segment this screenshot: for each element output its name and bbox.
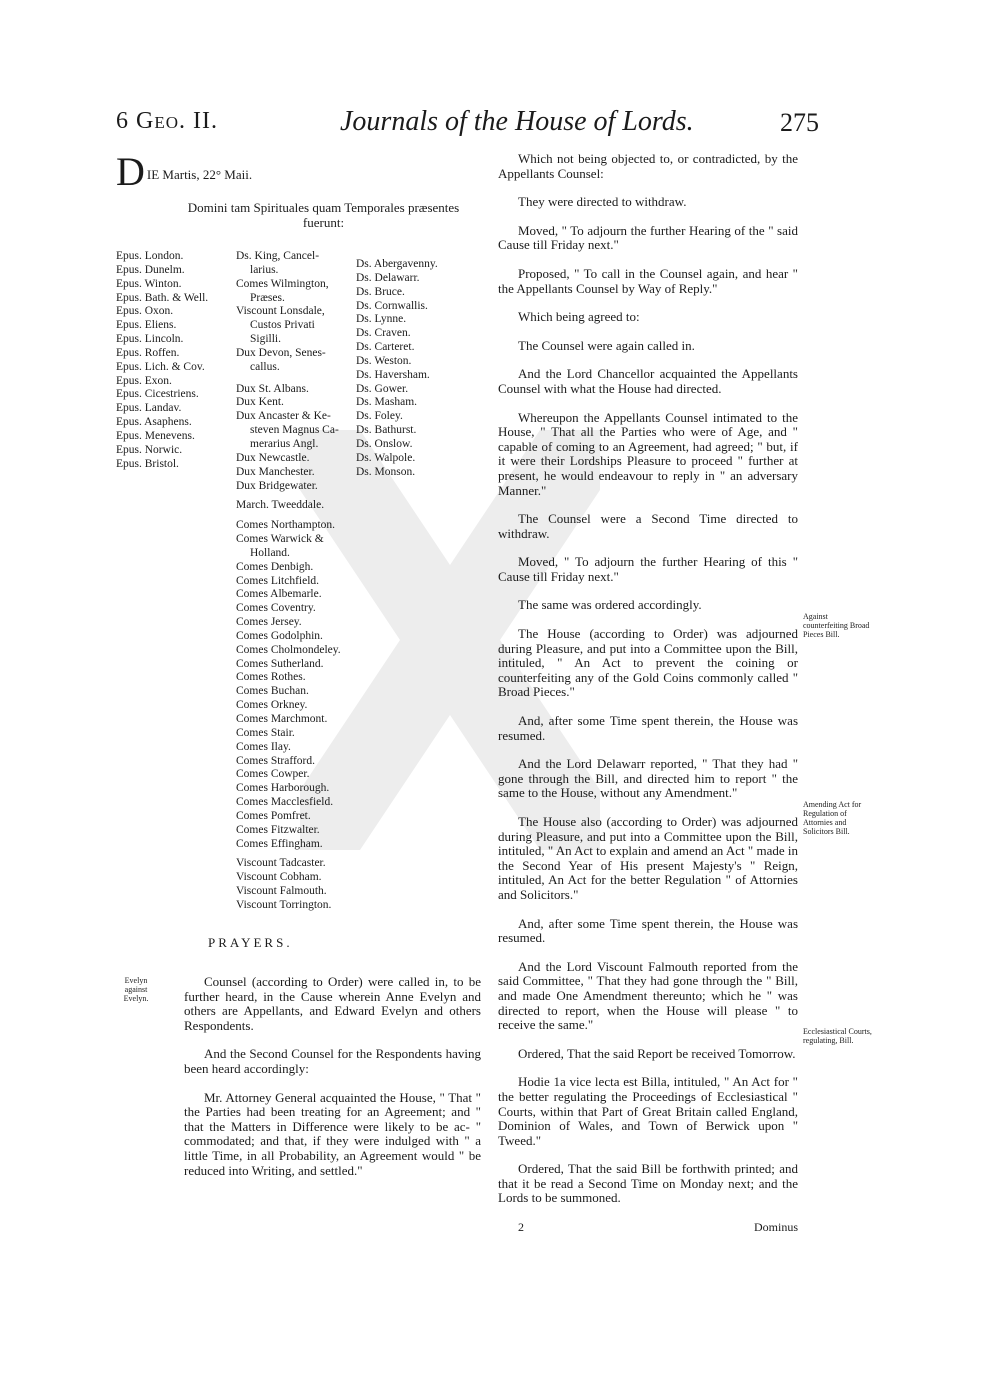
list-item: Epus. Eliens. bbox=[116, 319, 177, 332]
paragraph: Ordered, That the said Bill be forthwith printed; and that it be read a Second Time on Monday next; and the Lords to be summoned. bbox=[498, 1161, 798, 1206]
paragraph: And the Lord Viscount Falmouth reported from the said Committee, " That they had gone through the " Bill, and made One Amendment thereunto; which he " was directed to report, when the House will please " to receive the same." bbox=[498, 958, 798, 1033]
paragraph: Whereupon the Appellants Counsel intimated to the House, " That all the Parties who were of Age, and " capable of coming to an Agreement, had agreed; " but, if it were their Lordships Pleasure to proceed " further at present, he would endeavour to reply in " an adversary Manner." bbox=[498, 409, 798, 498]
attendance-heading: Domini tam Spirituales quam Temporales præsentes fuerunt: bbox=[187, 200, 460, 230]
list-item: Epus. Norwic. bbox=[116, 443, 183, 456]
temporal-lords-list bbox=[236, 250, 341, 913]
list-item: Epus. Lincoln. bbox=[116, 333, 184, 346]
list-item: Comes Godolphin. bbox=[236, 629, 323, 642]
list-item: Dux Devon, Senes- bbox=[236, 346, 326, 359]
list-item: Epus. Cicestriens. bbox=[116, 388, 199, 401]
list-item: Epus. Landav. bbox=[116, 402, 182, 415]
list-item: Comes Strafford. bbox=[236, 754, 316, 767]
list-item: Custos Privati bbox=[250, 319, 315, 332]
list-item: Comes Macclesfield. bbox=[236, 796, 334, 809]
list-item: Dux Ancaster & Ke- bbox=[236, 410, 331, 423]
paragraph: Mr. Attorney General acquainted the House, " That " the Parties had been treating for an Agreement; and " that the Matters in Difference were likely to be ac- " commodated; and that, if they were indulged with " a little Time, in all Probability, an Agreement would " be reduced into Writing, and settled." bbox=[184, 1089, 481, 1178]
list-item: Comes Jersey. bbox=[236, 616, 302, 629]
list-item: Comes Pomfret. bbox=[236, 809, 311, 822]
list-item: Comes Cholmondeley. bbox=[236, 643, 341, 656]
list-item: Ds. Weston. bbox=[356, 354, 412, 367]
list-item: Ds. Cornwallis. bbox=[356, 299, 428, 312]
list-item: Comes Litchfield. bbox=[236, 574, 320, 587]
list-item: Ds. Gower. bbox=[356, 382, 409, 395]
list-item: Ds. Foley. bbox=[356, 410, 403, 423]
paragraph: And the Second Counsel for the Respondents having been heard accordingly: bbox=[184, 1046, 481, 1076]
list-item: Comes Cowper. bbox=[236, 768, 310, 781]
list-item: Ds. Haversham. bbox=[356, 368, 430, 381]
list-item: Comes Buchan. bbox=[236, 685, 309, 698]
paragraph: The House also (according to Order) was adjourned during Pleasure, and put into a Committee upon the Bill, intituled, " An Act to explain and amend an Act " made in the Second Year of His present Majesty's " Reign, intituled, An Act for the better Regulation " of Attornies and Solicitors." bbox=[498, 814, 798, 902]
paragraph: The Counsel were again called in. bbox=[518, 337, 695, 353]
paragraph: And the Lord Chancellor acquainted the Appellants Counsel with what the House had directed. bbox=[498, 366, 798, 396]
paragraph: Moved, " To adjourn the further Hearing of the " said Cause till Friday next." bbox=[498, 222, 798, 253]
list-item: Comes Stair. bbox=[236, 726, 295, 739]
list-item: Epus. Asaphens. bbox=[116, 416, 192, 429]
list-item: Viscount Cobham. bbox=[236, 871, 322, 884]
margin-note-attornies: Amending Act for Regulation of Attornies and Solicitors Bill. bbox=[803, 800, 862, 836]
drop-cap: D bbox=[116, 149, 145, 194]
list-item: Ds. Masham. bbox=[356, 396, 418, 409]
list-item: Dux Kent. bbox=[236, 396, 284, 409]
list-item: Epus. Oxon. bbox=[116, 305, 174, 318]
list-item: Ds. Monson. bbox=[356, 465, 416, 478]
paragraph: Hodie 1a vice lecta est Billa, intituled, " An Act for " the better regulating the Proceedings of Ecclesiastical " Courts, within that Part of Great Britain called England, Dominion of Wales, and Town of Berwick upon " Tweed." bbox=[498, 1074, 798, 1148]
list-item: Comes Albemarle. bbox=[236, 588, 322, 601]
list-item: Comes Northampton. bbox=[236, 519, 336, 532]
list-item: Ds. Delawarr. bbox=[356, 271, 420, 284]
list-item: Ds. Craven. bbox=[356, 327, 411, 340]
list-item: Ds. Bruce. bbox=[356, 285, 405, 298]
left-body bbox=[184, 975, 481, 1192]
barons-list bbox=[356, 258, 438, 480]
list-item: Comes Sutherland. bbox=[236, 657, 324, 670]
list-item: Dux Bridgewater. bbox=[236, 479, 318, 492]
list-item: Epus. Winton. bbox=[116, 277, 182, 290]
list-item: callus. bbox=[250, 360, 280, 373]
margin-note-ecclesiastical: Ecclesiastical Courts, regulating, Bill. bbox=[803, 1027, 872, 1045]
list-item: Viscount Torrington. bbox=[236, 898, 332, 911]
list-item: Dux Manchester. bbox=[236, 465, 315, 478]
list-item: Comes Orkney. bbox=[236, 699, 308, 712]
paragraph: And the Lord Delawarr reported, " That they had " gone through the Bill, and directed him to report " the same to the House, without any Amendment." bbox=[498, 756, 798, 801]
list-item: Ds. Lynne. bbox=[356, 313, 407, 326]
date-text: IE Martis, 22° Maii. bbox=[146, 167, 253, 182]
bishops-list bbox=[116, 250, 208, 472]
list-item: Epus. Bristol. bbox=[116, 457, 179, 470]
list-item: Comes Warwick & bbox=[236, 533, 324, 546]
paragraph: And, after some Time spent therein, the House was resumed. bbox=[498, 915, 798, 946]
page-number: 275 bbox=[780, 108, 819, 137]
margin-note-evelyn: Evelyn against Evelyn. bbox=[123, 976, 149, 1003]
left-column bbox=[116, 149, 481, 230]
list-item: Ds. Abergavenny. bbox=[356, 258, 438, 270]
list-item: Epus. Lich. & Cov. bbox=[116, 360, 205, 373]
list-item: Comes Fitzwalter. bbox=[236, 823, 320, 836]
list-item: Epus. Bath. & Well. bbox=[116, 291, 209, 304]
list-item: merarius Angl. bbox=[250, 437, 319, 450]
list-item: Comes Harborough. bbox=[236, 782, 330, 795]
list-item: Ds. Bathurst. bbox=[356, 424, 417, 437]
list-item: Epus. Exon. bbox=[116, 374, 172, 387]
list-item: Epus. London. bbox=[116, 250, 184, 262]
list-item: Comes Coventry. bbox=[236, 602, 316, 615]
margin-note-coin: Against counterfeiting Broad Pieces Bill. bbox=[803, 612, 870, 639]
list-item: March. Tweeddale. bbox=[236, 499, 325, 512]
catchword: Dominus bbox=[753, 1220, 798, 1235]
running-title: Journals of the House of Lords. bbox=[340, 106, 694, 137]
list-item: Sigilli. bbox=[250, 333, 281, 346]
list-item: Comes Ilay. bbox=[236, 740, 291, 753]
list-item: Ds. Walpole. bbox=[356, 451, 416, 464]
page-header bbox=[0, 108, 992, 148]
list-item: Epus. Roffen. bbox=[116, 346, 180, 359]
list-item: Ds. Onslow. bbox=[356, 437, 413, 450]
paragraph: They were directed to withdraw. bbox=[518, 194, 687, 210]
paragraph: Moved, " To adjourn the further Hearing of this " Cause till Friday next." bbox=[498, 554, 798, 584]
list-item: Comes Effingham. bbox=[236, 837, 323, 850]
list-item: Dux St. Albans. bbox=[236, 382, 309, 395]
paragraph: And, after some Time spent therein, the House was resumed. bbox=[498, 713, 798, 743]
regnal-year: 6 Geo. II. bbox=[116, 108, 218, 134]
list-item: Ds. Carteret. bbox=[356, 341, 415, 354]
list-item: larius. bbox=[250, 263, 279, 276]
right-column bbox=[498, 152, 798, 1236]
list-item: Dux Newcastle. bbox=[236, 451, 310, 464]
list-item: Epus. Menevens. bbox=[116, 429, 195, 442]
paragraph: The House (according to Order) was adjourned during Pleasure, and put into a Committee upon the Bill, intituled, " An Act to prevent the coining or counterfeiting any of the Gold Coins commonly called " Broad Pieces." bbox=[498, 626, 798, 700]
paragraph: Which being agreed to: bbox=[518, 309, 640, 325]
list-item: Comes Denbigh. bbox=[236, 560, 314, 573]
list-item: Viscount Falmouth. bbox=[236, 885, 327, 898]
list-item: Comes Marchmont. bbox=[236, 713, 328, 725]
list-item: steven Magnus Ca- bbox=[250, 424, 339, 437]
paragraph: The same was ordered accordingly. bbox=[518, 597, 702, 613]
list-item: Præses. bbox=[250, 291, 285, 304]
signature-mark: 2 bbox=[518, 1220, 524, 1235]
paragraph: Proposed, " To call in the Counsel again, and hear " the Appellants Counsel by Way of Reply." bbox=[498, 265, 798, 296]
list-item: Comes Rothes. bbox=[236, 671, 306, 684]
page-footer bbox=[498, 1220, 798, 1236]
date-line bbox=[116, 149, 481, 194]
paragraph: Which not being objected to, or contradicted, by the Appellants Counsel: bbox=[498, 151, 798, 181]
paragraph: Ordered, That the said Report be received Tomorrow. bbox=[518, 1045, 796, 1061]
list-item: Epus. Dunelm. bbox=[116, 263, 185, 276]
list-item: Holland. bbox=[250, 546, 290, 559]
list-item: Viscount Tadcaster. bbox=[236, 857, 326, 870]
list-item: Comes Wilmington, bbox=[236, 277, 329, 290]
list-item: Ds. King, Cancel- bbox=[236, 250, 320, 262]
list-item: Viscount Lonsdale, bbox=[236, 305, 325, 318]
paragraph: Counsel (according to Order) were called in, to be further heard, in the Cause wherein Anne Evelyn and others are Appellants, and Edward Evelyn and others Respondents. bbox=[184, 974, 481, 1033]
prayers-heading: PRAYERS. bbox=[208, 935, 293, 950]
paragraph: The Counsel were a Second Time directed to withdraw. bbox=[498, 511, 798, 541]
